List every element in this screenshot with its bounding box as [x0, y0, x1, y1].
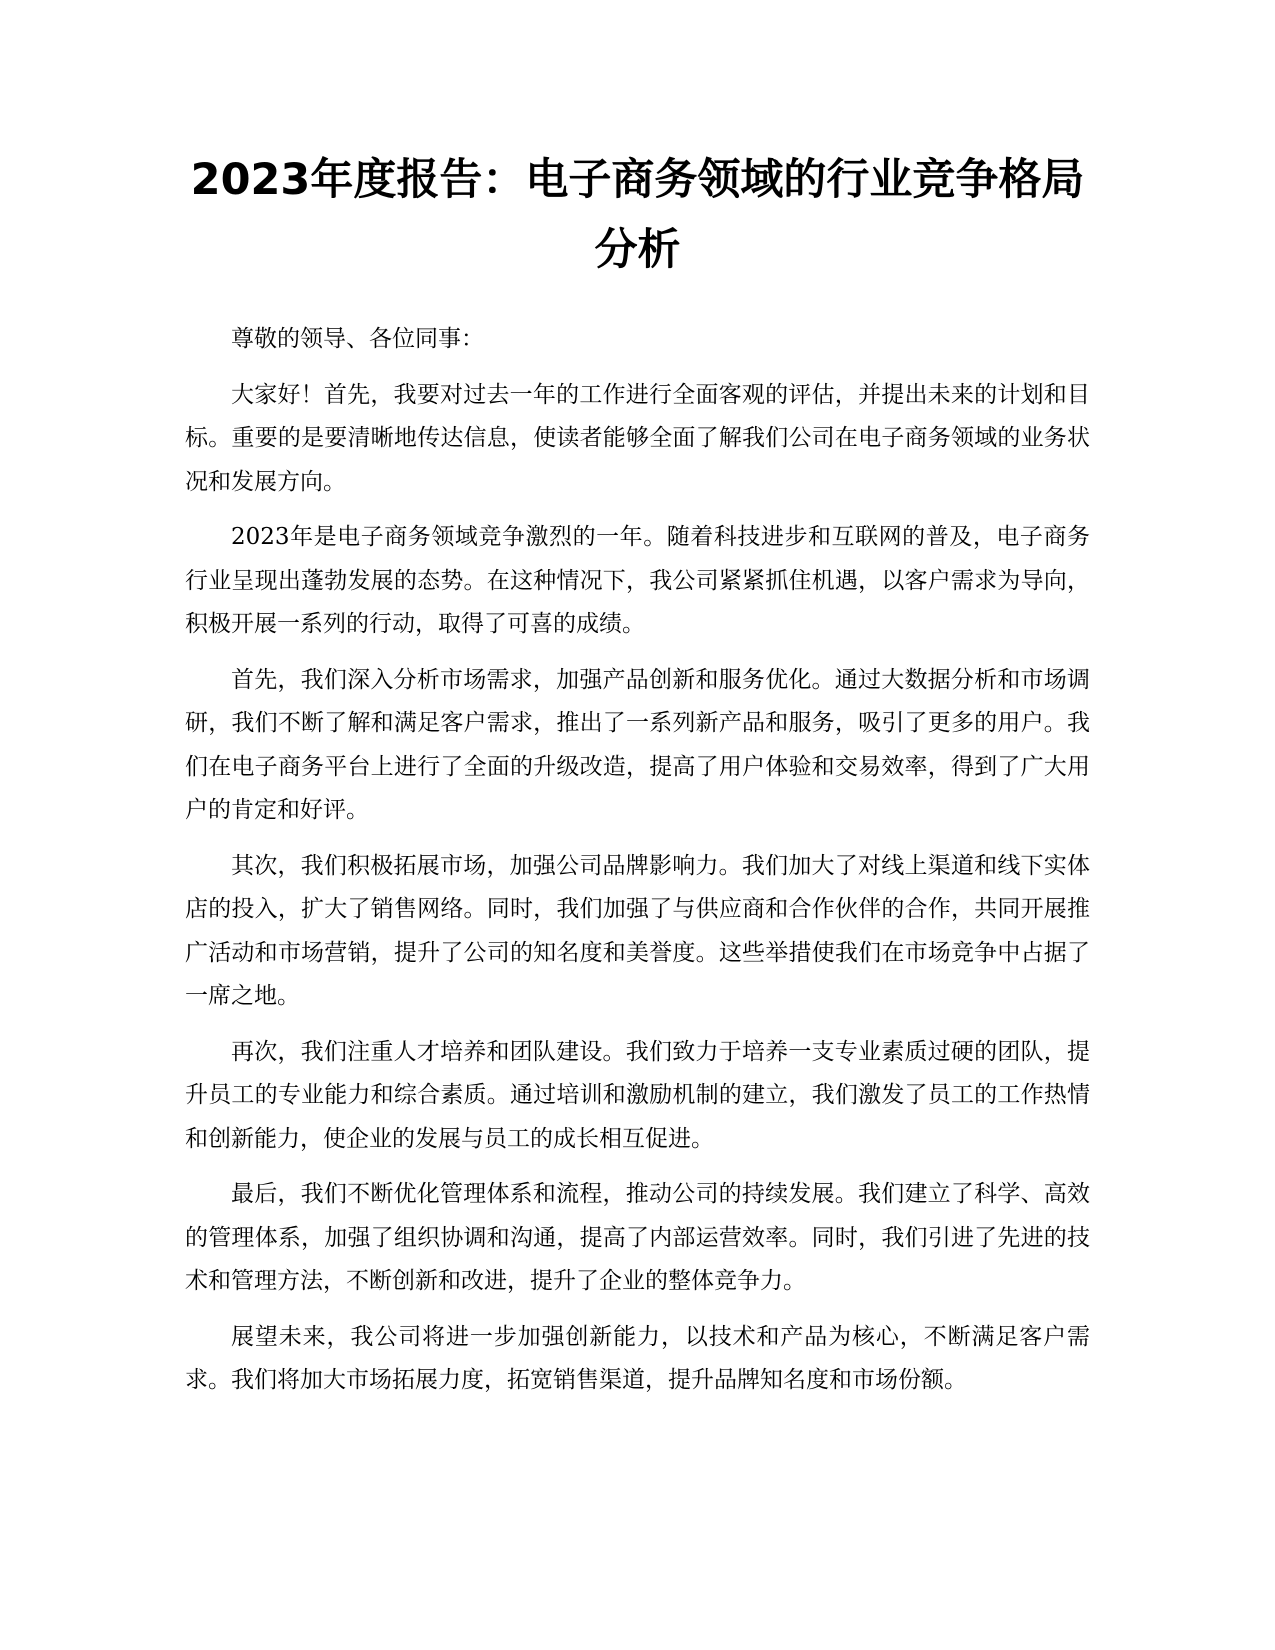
paragraph-year-overview: 2023年是电子商务领域竞争激烈的一年。随着科技进步和互联网的普及，电子商务行业呈现出蓬勃发展的态势。在这种情况下，我公司紧紧抓住机遇，以客户需求为导向，积极开展一系列的行动，取得了可喜的成绩。 [185, 524, 1090, 637]
document-body [185, 318, 1090, 1415]
paragraph-salutation: 尊敬的领导、各位同事： [231, 326, 484, 352]
paragraph-outlook: 展望未来，我公司将进一步加强创新能力，以技术和产品为核心，不断满足客户需求。我们将加大市场拓展力度，拓宽销售渠道，提升品牌知名度和市场份额。 [185, 1323, 1090, 1393]
paragraph-market-demand: 首先，我们深入分析市场需求，加强产品创新和服务优化。通过大数据分析和市场调研，我们不断了解和满足客户需求，推出了一系列新产品和服务，吸引了更多的用户。我们在电子商务平台上进行了全面的升级改造，提高了用户体验和交易效率，得到了广大用户的肯定和好评。 [185, 666, 1090, 823]
paragraph-talent-development: 再次，我们注重人才培养和团队建设。我们致力于培养一支专业素质过硬的团队，提升员工的专业能力和综合素质。通过培训和激励机制的建立，我们激发了员工的工作热情和创新能力，使企业的发展与员工的成长相互促进。 [185, 1038, 1090, 1152]
paragraph-management-optimization: 最后，我们不断优化管理体系和流程，推动公司的持续发展。我们建立了科学、高效的管理体系，加强了组织协调和沟通，提高了内部运营效率。同时，我们引进了先进的技术和管理方法，不断创新和改进，提升了企业的整体竞争力。 [185, 1181, 1090, 1294]
paragraph-market-expansion: 其次，我们积极拓展市场，加强公司品牌影响力。我们加大了对线上渠道和线下实体店的投入，扩大了销售网络。同时，我们加强了与供应商和合作伙伴的合作，共同开展推广活动和市场营销，提升了公司的知名度和美誉度。这些举措使我们在市场竞争中占据了一席之地。 [185, 852, 1090, 1009]
paragraph-introduction: 大家好！首先，我要对过去一年的工作进行全面客观的评估，并提出未来的计划和目标。重要的是要清晰地传达信息，使读者能够全面了解我们公司在电子商务领域的业务状况和发展方向。 [185, 381, 1090, 495]
document-title: 2023年度报告：电子商务领域的行业竞争格局分析 [190, 155, 1085, 275]
